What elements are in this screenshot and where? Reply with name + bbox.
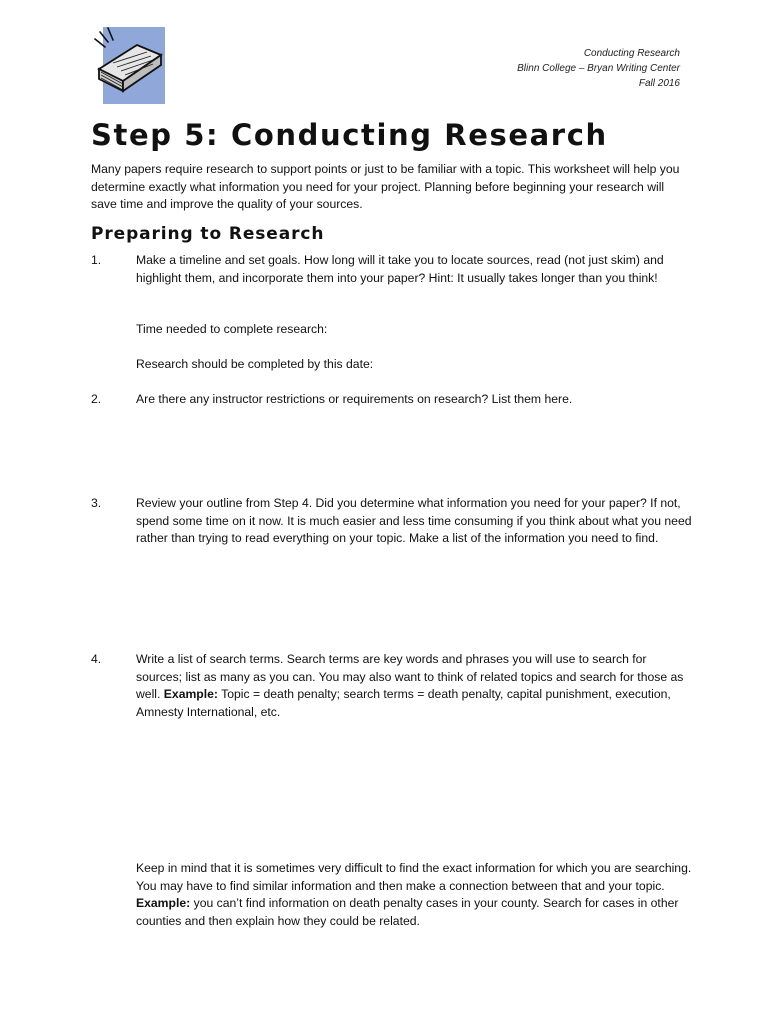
book-icon [93,27,165,104]
note-paragraph [136,860,692,930]
section-heading: Preparing to Research [91,224,325,244]
header-doc-title: Conducting Research [583,48,680,59]
example-label: Example: [136,896,191,910]
header-institution: Blinn College – Bryan Writing Center [517,63,680,74]
note-text-part: you can’t find information on death penalty cases in your county. Search for cases in other counties and then explain how they could be related. [136,896,679,928]
item-number: 4. [91,652,102,666]
time-needed-label: Time needed to complete research: [136,322,328,336]
example-label: Example: [163,687,218,701]
item-number: 2. [91,392,102,406]
item-number: 1. [91,253,102,267]
item-text: Make a timeline and set goals. How long will it take you to locate sources, read (not just skim) and highlight them, and incorporate them into your paper? Hint: It usually takes longer than you think! [136,253,664,285]
item-text-part: Write a list of search terms. Search terms are key words and phrases you will use to search for sources; list as many as you can. You may also want to think of related topics and search for those as well. [136,652,684,701]
item-number: 3. [91,496,102,510]
item-text: Review your outline from Step 4. Did you determine what information you need for your paper? If not, spend some time on it now. It is much easier and less time consuming if you think about what you need rather than trying to read everything on your topic. Make a list of the information you need to find. [136,496,692,545]
page-header [517,46,680,91]
item-text-part: Topic = death penalty; search terms = death penalty, capital punishment, execution, Amnesty International, etc. [136,687,671,719]
completion-date-label: Research should be completed by this date: [136,357,374,371]
intro-paragraph: Many papers require research to support points or just to be familiar with a topic. This worksheet will help you determine exactly what information you need for your project. Planning before beginning your research will save time and improve the quality of your sources. [91,162,680,211]
item-text: Are there any instructor restrictions or requirements on research? List them here. [136,392,573,406]
note-text-part: Keep in mind that it is sometimes very difficult to find the exact information for which you are searching. You may have to find similar information and then make a connection between that and your topic. [136,861,692,893]
item-text [136,651,692,721]
header-term: Fall 2016 [638,78,680,89]
page-title: Step 5: Conducting Research [91,118,608,152]
